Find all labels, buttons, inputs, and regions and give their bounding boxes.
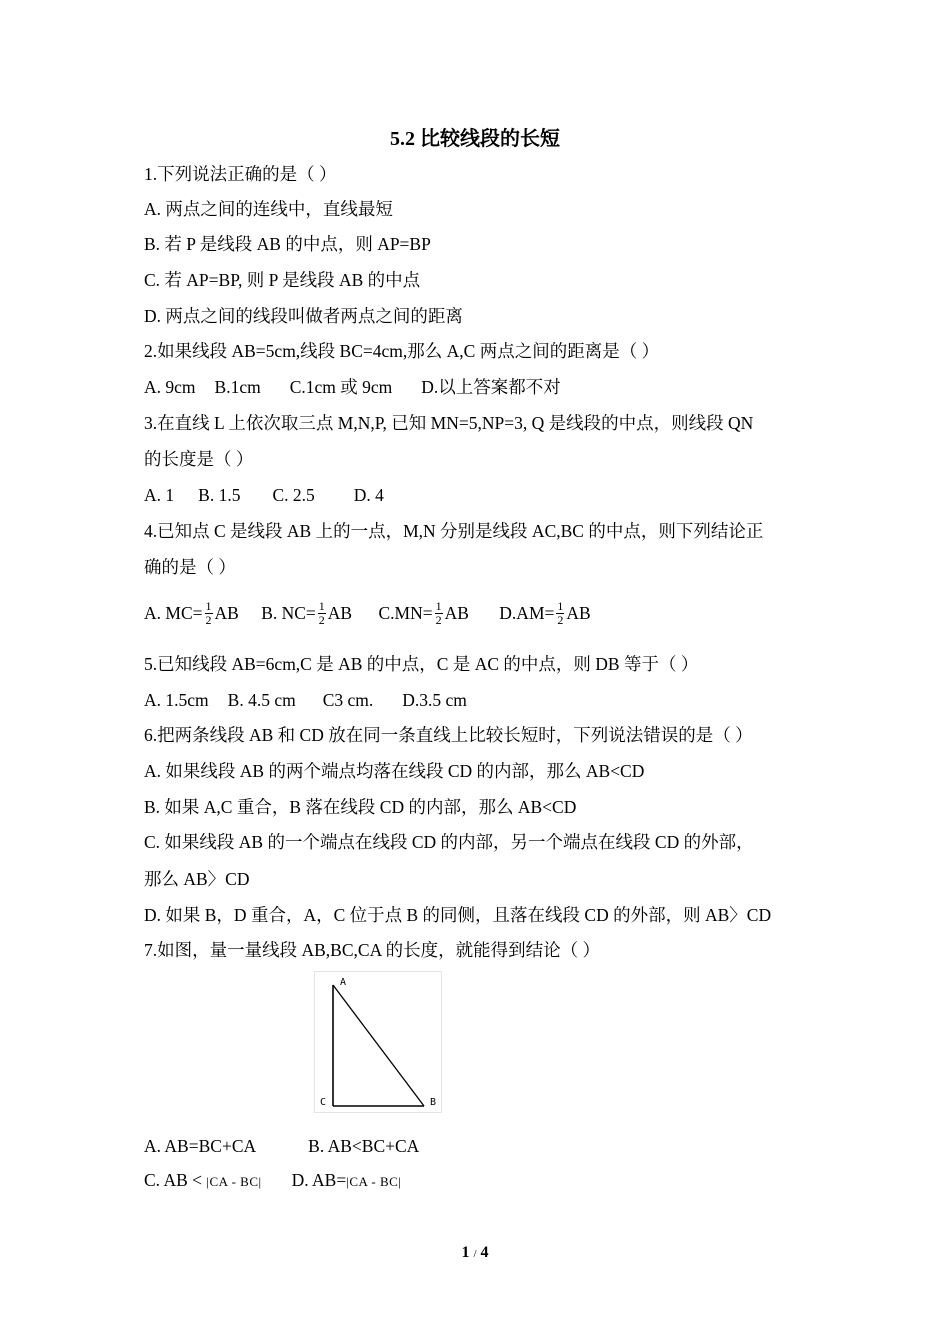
q7-option-c <box>144 1168 262 1194</box>
page-number <box>0 1244 950 1262</box>
q4-option-a-label: A. MC= <box>144 603 203 623</box>
q1-option-b: B. 若 P 是线段 AB 的中点，则 AP=BP <box>144 234 431 254</box>
point-label-a: A <box>340 977 347 988</box>
q3-stem-line2: 的长度是（ ） <box>144 449 254 469</box>
abs-expression: |CA - BC| <box>206 1174 262 1189</box>
q1-option-c: C. 若 AP=BP, 则 P 是线段 AB 的中点 <box>144 270 421 290</box>
fraction-one-half: $\frac{1}{2}$ <box>435 599 442 628</box>
q2-stem: 2.如果线段 AB=5cm,线段 BC=4cm,那么 A,C 两点之间的距离是（ ） <box>144 341 660 361</box>
triangle-figure <box>314 971 442 1113</box>
q2-options <box>144 375 561 399</box>
q3-option-a: A. 1 <box>144 485 175 505</box>
q6-option-c-line1: C. 如果线段 AB 的一个端点在线段 CD 的内部，另一个端点在线段 CD 的外部， <box>144 832 754 852</box>
q1-option-a: A. 两点之间的连线中，直线最短 <box>144 199 393 219</box>
abs-expression: |CA - BC| <box>346 1174 402 1189</box>
q5-stem: 5.已知线段 AB=6cm,C 是 AB 的中点，C 是 AC 的中点，则 DB 等于（ ） <box>144 654 699 674</box>
q7-option-b: B. AB<BC+CA <box>308 1136 420 1156</box>
q4-option-c-label: C.MN= <box>378 603 433 623</box>
q6-option-c-line2: 那么 AB〉CD <box>144 869 250 889</box>
fraction-one-half: $\frac{1}{2}$ <box>318 599 325 628</box>
q6-stem: 6.把两条线段 AB 和 CD 放在同一条直线上比较长短时，下列说法错误的是（ ） <box>144 725 753 745</box>
q3-options <box>144 483 384 507</box>
q7-option-d <box>292 1168 402 1194</box>
q1-stem: 1.下列说法正确的是（ ） <box>144 164 337 184</box>
q3-option-c: C. 2.5 <box>272 485 315 505</box>
q5-option-a: A. 1.5cm <box>144 690 209 710</box>
q6-option-d: D. 如果 B，D 重合，A，C 位于点 B 的同侧，且落在线段 CD 的外部，则 AB〉CD <box>144 905 772 925</box>
q4-options <box>144 601 591 628</box>
fraction-one-half: $\frac{1}{2}$ <box>557 599 564 628</box>
q2-option-d: D.以上答案都不对 <box>421 377 561 397</box>
q4-option-d: D.AM= $\frac{1}{2}$ AB <box>499 599 591 628</box>
q2-option-a: A. 9cm <box>144 377 196 397</box>
q3-stem-line1: 3.在直线 L 上依次取三点 M,N,P, 已知 MN=5,NP=3, Q 是线段的中点，则线段 QN <box>144 413 754 433</box>
q5-option-b: B. 4.5 cm <box>227 690 296 710</box>
q6-option-a: A. 如果线段 AB 的两个端点均落在线段 CD 的内部，那么 AB<CD <box>144 761 645 781</box>
page-title: 5.2 比较线段的长短 <box>390 128 560 150</box>
q3-option-d: D. 4 <box>353 485 384 505</box>
q1-option-d: D. 两点之间的线段叫做者两点之间的距离 <box>144 306 463 326</box>
q7-option-c-label: C. AB < <box>144 1170 207 1190</box>
q4-option-b-label: B. NC= <box>261 603 316 623</box>
q3-option-b: B. 1.5 <box>198 485 241 505</box>
q4-option-c: C.MN= $\frac{1}{2}$ AB <box>378 599 469 628</box>
q4-option-d-label: D.AM= <box>499 603 555 623</box>
page-separator: / <box>473 1248 477 1260</box>
q6-option-b: B. 如果 A,C 重合，B 落在线段 CD 的内部，那么 AB<CD <box>144 797 577 817</box>
q2-option-c: C.1cm 或 9cm <box>289 377 393 397</box>
q7-options-row1 <box>144 1134 419 1158</box>
q5-option-c: C3 cm. <box>322 690 374 710</box>
fraction-one-half: $\frac{1}{2}$ <box>205 599 212 628</box>
total-pages: 4 <box>480 1244 489 1261</box>
q7-options-row2 <box>144 1168 401 1194</box>
q4-stem-line1: 4.已知点 C 是线段 AB 上的一点，M,N 分别是线段 AC,BC 的中点，则下列结论正 <box>144 521 764 541</box>
point-label-c: C <box>320 1097 327 1108</box>
point-label-b: B <box>430 1097 437 1108</box>
q7-option-d-label: D. AB= <box>291 1170 347 1190</box>
q4-stem-line2: 确的是（ ） <box>144 557 236 577</box>
q7-option-a: A. AB=BC+CA <box>144 1136 257 1156</box>
q5-options <box>144 688 467 712</box>
q2-option-b: B.1cm <box>214 377 261 397</box>
q5-option-d: D.3.5 cm <box>402 690 467 710</box>
q4-option-b: B. NC= $\frac{1}{2}$ AB <box>261 599 353 628</box>
current-page: 1 <box>461 1244 470 1261</box>
q7-stem: 7.如图，量一量线段 AB,BC,CA 的长度，就能得到结论（ ） <box>144 940 600 960</box>
q4-option-a: A. MC= $\frac{1}{2}$ AB <box>144 599 239 628</box>
